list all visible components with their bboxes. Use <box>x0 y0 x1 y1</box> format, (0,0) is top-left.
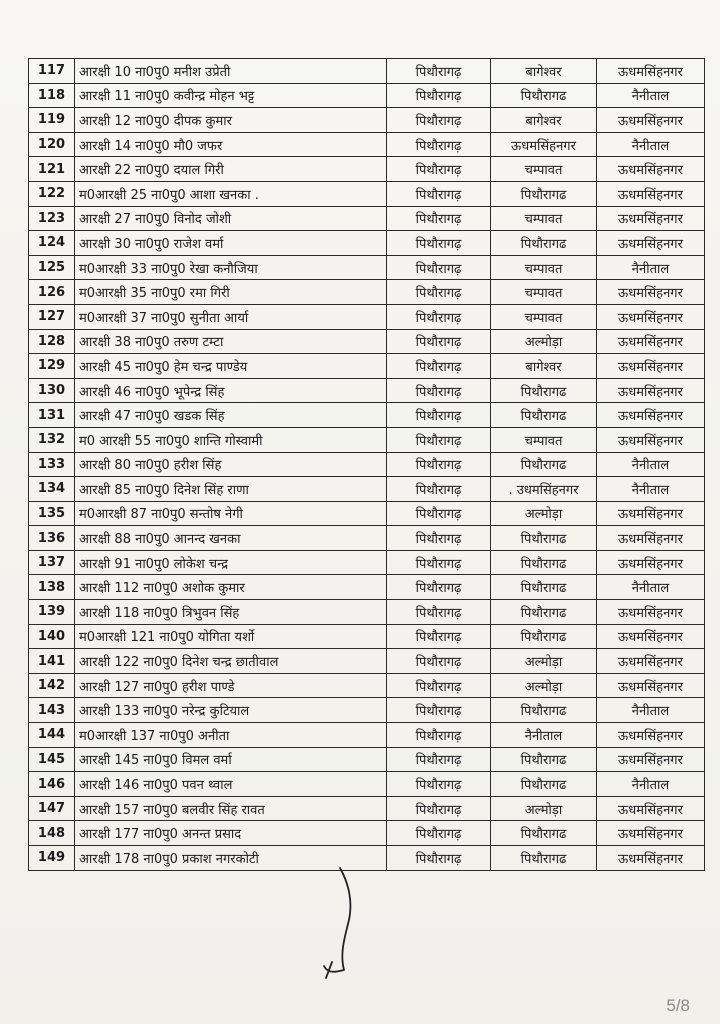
district-choice-1-cell: चम्पावत <box>491 280 597 305</box>
district-choice-1-cell: पिथौरागढ <box>491 600 597 625</box>
employee-name-cell: आरक्षी 177 ना0पु0 अनन्त प्रसाद <box>75 821 387 846</box>
district-choice-1-cell: पिथौरागढ <box>491 575 597 600</box>
serial-number-cell: 117 <box>29 59 75 84</box>
current-district-cell: पिथौरागढ़ <box>387 526 491 551</box>
current-district-cell: पिथौरागढ़ <box>387 132 491 157</box>
district-choice-2-cell: ऊधमसिंहनगर <box>597 280 705 305</box>
table-row <box>29 600 705 625</box>
current-district-cell: पिथौरागढ़ <box>387 747 491 772</box>
employee-name-cell: आरक्षी 157 ना0पु0 बलवीर सिंह रावत <box>75 796 387 821</box>
district-choice-2-cell: नैनीताल <box>597 452 705 477</box>
serial-number-cell: 128 <box>29 329 75 354</box>
district-choice-1-cell: चम्पावत <box>491 304 597 329</box>
current-district-cell: पिथौरागढ़ <box>387 304 491 329</box>
table-row <box>29 378 705 403</box>
employee-name-cell: आरक्षी 27 ना0पु0 विनोद जोशी <box>75 206 387 231</box>
serial-number-cell: 127 <box>29 304 75 329</box>
signature-mark <box>318 862 368 982</box>
district-choice-2-cell: ऊधमसिंहनगर <box>597 723 705 748</box>
serial-number-cell: 133 <box>29 452 75 477</box>
district-choice-1-cell: पिथौरागढ <box>491 698 597 723</box>
table-row <box>29 526 705 551</box>
table-row <box>29 747 705 772</box>
current-district-cell: पिथौरागढ़ <box>387 723 491 748</box>
employee-name-cell: म0आरक्षी 25 ना0पु0 आशा खनका . <box>75 181 387 206</box>
district-choice-2-cell: ऊधमसिंहनगर <box>597 821 705 846</box>
table-row <box>29 550 705 575</box>
serial-number-cell: 120 <box>29 132 75 157</box>
serial-number-cell: 134 <box>29 477 75 502</box>
district-choice-1-cell: चम्पावत <box>491 157 597 182</box>
table-row <box>29 575 705 600</box>
current-district-cell: पिथौरागढ़ <box>387 477 491 502</box>
district-choice-1-cell: चम्पावत <box>491 206 597 231</box>
district-choice-1-cell: पिथौरागढ <box>491 378 597 403</box>
current-district-cell: पिथौरागढ़ <box>387 181 491 206</box>
current-district-cell: पिथौरागढ़ <box>387 796 491 821</box>
current-district-cell: पिथौरागढ़ <box>387 501 491 526</box>
district-choice-1-cell: पिथौरागढ <box>491 403 597 428</box>
district-choice-1-cell: बागेश्वर <box>491 354 597 379</box>
table-row <box>29 427 705 452</box>
district-choice-1-cell: पिथौरागढ <box>491 550 597 575</box>
employee-name-cell: म0आरक्षी 137 ना0पु0 अनीता <box>75 723 387 748</box>
current-district-cell: पिथौरागढ़ <box>387 673 491 698</box>
table-row <box>29 83 705 108</box>
district-choice-2-cell: ऊधमसिंहनगर <box>597 378 705 403</box>
district-choice-2-cell: ऊधमसिंहनगर <box>597 206 705 231</box>
employee-name-cell: आरक्षी 14 ना0पु0 मौ0 जफर <box>75 132 387 157</box>
employee-name-cell: म0आरक्षी 33 ना0पु0 रेखा कनौजिया <box>75 255 387 280</box>
current-district-cell: पिथौरागढ़ <box>387 452 491 477</box>
serial-number-cell: 118 <box>29 83 75 108</box>
district-choice-1-cell: नैनीताल <box>491 723 597 748</box>
current-district-cell: पिथौरागढ़ <box>387 846 491 871</box>
employee-name-cell: आरक्षी 146 ना0पु0 पवन थ्वाल <box>75 772 387 797</box>
table-row <box>29 698 705 723</box>
district-choice-2-cell: ऊधमसिंहनगर <box>597 329 705 354</box>
employee-name-cell: आरक्षी 46 ना0पु0 भूपेन्द्र सिंह <box>75 378 387 403</box>
district-choice-1-cell: अल्मोड़ा <box>491 673 597 698</box>
current-district-cell: पिथौरागढ़ <box>387 427 491 452</box>
current-district-cell: पिथौरागढ़ <box>387 772 491 797</box>
current-district-cell: पिथौरागढ़ <box>387 575 491 600</box>
table-row <box>29 255 705 280</box>
current-district-cell: पिथौरागढ़ <box>387 550 491 575</box>
transfer-table <box>28 58 705 871</box>
district-choice-2-cell: ऊधमसिंहनगर <box>597 354 705 379</box>
employee-name-cell: म0आरक्षी 37 ना0पु0 सुनीता आर्या <box>75 304 387 329</box>
table-row <box>29 796 705 821</box>
district-choice-2-cell: ऊधमसिंहनगर <box>597 846 705 871</box>
serial-number-cell: 125 <box>29 255 75 280</box>
serial-number-cell: 145 <box>29 747 75 772</box>
district-choice-2-cell: ऊधमसिंहनगर <box>597 673 705 698</box>
table-row <box>29 403 705 428</box>
district-choice-2-cell: ऊधमसिंहनगर <box>597 427 705 452</box>
table-row <box>29 108 705 133</box>
transfer-table-body <box>29 59 705 871</box>
district-choice-2-cell: नैनीताल <box>597 698 705 723</box>
employee-name-cell: आरक्षी 88 ना0पु0 आनन्द खनका <box>75 526 387 551</box>
district-choice-2-cell: नैनीताल <box>597 83 705 108</box>
employee-name-cell: आरक्षी 47 ना0पु0 खडक सिंह <box>75 403 387 428</box>
current-district-cell: पिथौरागढ़ <box>387 624 491 649</box>
district-choice-2-cell: ऊधमसिंहनगर <box>597 59 705 84</box>
table-row <box>29 821 705 846</box>
table-row <box>29 772 705 797</box>
table-row <box>29 723 705 748</box>
serial-number-cell: 142 <box>29 673 75 698</box>
district-choice-1-cell: पिथौरागढ <box>491 181 597 206</box>
district-choice-1-cell: . उधमसिंहनगर <box>491 477 597 502</box>
table-row <box>29 673 705 698</box>
serial-number-cell: 147 <box>29 796 75 821</box>
employee-name-cell: म0आरक्षी 35 ना0पु0 रमा गिरी <box>75 280 387 305</box>
district-choice-2-cell: ऊधमसिंहनगर <box>597 796 705 821</box>
district-choice-2-cell: ऊधमसिंहनगर <box>597 624 705 649</box>
serial-number-cell: 143 <box>29 698 75 723</box>
serial-number-cell: 131 <box>29 403 75 428</box>
table-row <box>29 231 705 256</box>
employee-name-cell: आरक्षी 127 ना0पु0 हरीश पाण्डे <box>75 673 387 698</box>
district-choice-2-cell: नैनीताल <box>597 575 705 600</box>
employee-name-cell: आरक्षी 118 ना0पु0 त्रिभुवन सिंह <box>75 600 387 625</box>
district-choice-2-cell: ऊधमसिंहनगर <box>597 747 705 772</box>
current-district-cell: पिथौरागढ़ <box>387 157 491 182</box>
district-choice-1-cell: ऊधमसिंहनगर <box>491 132 597 157</box>
table-row <box>29 132 705 157</box>
district-choice-1-cell: बागेश्वर <box>491 59 597 84</box>
serial-number-cell: 129 <box>29 354 75 379</box>
current-district-cell: पिथौरागढ़ <box>387 600 491 625</box>
table-row <box>29 157 705 182</box>
employee-name-cell: आरक्षी 122 ना0पु0 दिनेश चन्द्र छातीवाल <box>75 649 387 674</box>
serial-number-cell: 138 <box>29 575 75 600</box>
district-choice-2-cell: ऊधमसिंहनगर <box>597 649 705 674</box>
current-district-cell: पिथौरागढ़ <box>387 206 491 231</box>
serial-number-cell: 123 <box>29 206 75 231</box>
employee-name-cell: आरक्षी 112 ना0पु0 अशोक कुमार <box>75 575 387 600</box>
serial-number-cell: 119 <box>29 108 75 133</box>
district-choice-1-cell: अल्मोड़ा <box>491 329 597 354</box>
employee-name-cell: आरक्षी 38 ना0पु0 तरुण टम्टा <box>75 329 387 354</box>
district-choice-1-cell: अल्मोड़ा <box>491 649 597 674</box>
serial-number-cell: 139 <box>29 600 75 625</box>
employee-name-cell: म0 आरक्षी 55 ना0पु0 शान्ति गोस्वामी <box>75 427 387 452</box>
serial-number-cell: 144 <box>29 723 75 748</box>
current-district-cell: पिथौरागढ़ <box>387 231 491 256</box>
district-choice-2-cell: ऊधमसिंहनगर <box>597 231 705 256</box>
district-choice-2-cell: नैनीताल <box>597 255 705 280</box>
district-choice-1-cell: अल्मोड़ा <box>491 796 597 821</box>
serial-number-cell: 149 <box>29 846 75 871</box>
district-choice-2-cell: नैनीताल <box>597 477 705 502</box>
page-indicator: 5/8 <box>666 996 690 1015</box>
current-district-cell: पिथौरागढ़ <box>387 649 491 674</box>
current-district-cell: पिथौरागढ़ <box>387 378 491 403</box>
district-choice-2-cell: ऊधमसिंहनगर <box>597 108 705 133</box>
district-choice-1-cell: पिथौरागढ <box>491 772 597 797</box>
employee-name-cell: म0आरक्षी 121 ना0पु0 योगिता यर्शो <box>75 624 387 649</box>
table-row <box>29 59 705 84</box>
current-district-cell: पिथौरागढ़ <box>387 698 491 723</box>
serial-number-cell: 141 <box>29 649 75 674</box>
table-row <box>29 477 705 502</box>
employee-name-cell: आरक्षी 45 ना0पु0 हेम चन्द्र पाण्डेय <box>75 354 387 379</box>
table-row <box>29 329 705 354</box>
district-choice-1-cell: पिथौरागढ <box>491 747 597 772</box>
district-choice-1-cell: पिथौरागढ <box>491 821 597 846</box>
table-row <box>29 624 705 649</box>
serial-number-cell: 132 <box>29 427 75 452</box>
district-choice-2-cell: ऊधमसिंहनगर <box>597 501 705 526</box>
employee-name-cell: आरक्षी 30 ना0पु0 राजेश वर्मा <box>75 231 387 256</box>
employee-name-cell: आरक्षी 12 ना0पु0 दीपक कुमार <box>75 108 387 133</box>
district-choice-1-cell: पिथौरागढ <box>491 846 597 871</box>
district-choice-1-cell: पिथौरागढ <box>491 624 597 649</box>
district-choice-1-cell: पिथौरागढ <box>491 83 597 108</box>
current-district-cell: पिथौरागढ़ <box>387 821 491 846</box>
current-district-cell: पिथौरागढ़ <box>387 255 491 280</box>
serial-number-cell: 126 <box>29 280 75 305</box>
employee-name-cell: आरक्षी 145 ना0पु0 विमल वर्मा <box>75 747 387 772</box>
district-choice-1-cell: बागेश्वर <box>491 108 597 133</box>
table-row <box>29 280 705 305</box>
employee-name-cell: आरक्षी 10 ना0पु0 मनीश उप्रेती <box>75 59 387 84</box>
employee-name-cell: आरक्षी 22 ना0पु0 दयाल गिरी <box>75 157 387 182</box>
serial-number-cell: 130 <box>29 378 75 403</box>
employee-name-cell: म0आरक्षी 87 ना0पु0 सन्तोष नेगी <box>75 501 387 526</box>
table-row <box>29 354 705 379</box>
employee-name-cell: आरक्षी 133 ना0पु0 नरेन्द्र कुटियाल <box>75 698 387 723</box>
serial-number-cell: 135 <box>29 501 75 526</box>
district-choice-2-cell: ऊधमसिंहनगर <box>597 403 705 428</box>
table-row <box>29 649 705 674</box>
district-choice-1-cell: पिथौरागढ <box>491 526 597 551</box>
district-choice-1-cell: चम्पावत <box>491 427 597 452</box>
employee-name-cell: आरक्षी 178 ना0पु0 प्रकाश नगरकोटी <box>75 846 387 871</box>
table-row <box>29 452 705 477</box>
serial-number-cell: 146 <box>29 772 75 797</box>
current-district-cell: पिथौरागढ़ <box>387 108 491 133</box>
current-district-cell: पिथौरागढ़ <box>387 329 491 354</box>
table-row <box>29 304 705 329</box>
current-district-cell: पिथौरागढ़ <box>387 280 491 305</box>
serial-number-cell: 121 <box>29 157 75 182</box>
district-choice-2-cell: ऊधमसिंहनगर <box>597 600 705 625</box>
employee-name-cell: आरक्षी 85 ना0पु0 दिनेश सिंह राणा <box>75 477 387 502</box>
table-row <box>29 206 705 231</box>
current-district-cell: पिथौरागढ़ <box>387 59 491 84</box>
district-choice-2-cell: ऊधमसिंहनगर <box>597 304 705 329</box>
serial-number-cell: 136 <box>29 526 75 551</box>
district-choice-2-cell: नैनीताल <box>597 772 705 797</box>
current-district-cell: पिथौरागढ़ <box>387 83 491 108</box>
district-choice-2-cell: ऊधमसिंहनगर <box>597 550 705 575</box>
serial-number-cell: 122 <box>29 181 75 206</box>
district-choice-2-cell: ऊधमसिंहनगर <box>597 526 705 551</box>
serial-number-cell: 124 <box>29 231 75 256</box>
current-district-cell: पिथौरागढ़ <box>387 403 491 428</box>
employee-name-cell: आरक्षी 80 ना0पु0 हरीश सिंह <box>75 452 387 477</box>
district-choice-1-cell: अल्मोड़ा <box>491 501 597 526</box>
district-choice-1-cell: चम्पावत <box>491 255 597 280</box>
table-row <box>29 181 705 206</box>
table-row <box>29 501 705 526</box>
serial-number-cell: 137 <box>29 550 75 575</box>
district-choice-2-cell: ऊधमसिंहनगर <box>597 157 705 182</box>
district-choice-2-cell: ऊधमसिंहनगर <box>597 181 705 206</box>
employee-name-cell: आरक्षी 11 ना0पु0 कवीन्द्र मोहन भट्ट <box>75 83 387 108</box>
employee-name-cell: आरक्षी 91 ना0पु0 लोकेश चन्द्र <box>75 550 387 575</box>
current-district-cell: पिथौरागढ़ <box>387 354 491 379</box>
district-choice-2-cell: नैनीताल <box>597 132 705 157</box>
district-choice-1-cell: पिथौरागढ <box>491 452 597 477</box>
district-choice-1-cell: पिथौरागढ <box>491 231 597 256</box>
serial-number-cell: 140 <box>29 624 75 649</box>
serial-number-cell: 148 <box>29 821 75 846</box>
